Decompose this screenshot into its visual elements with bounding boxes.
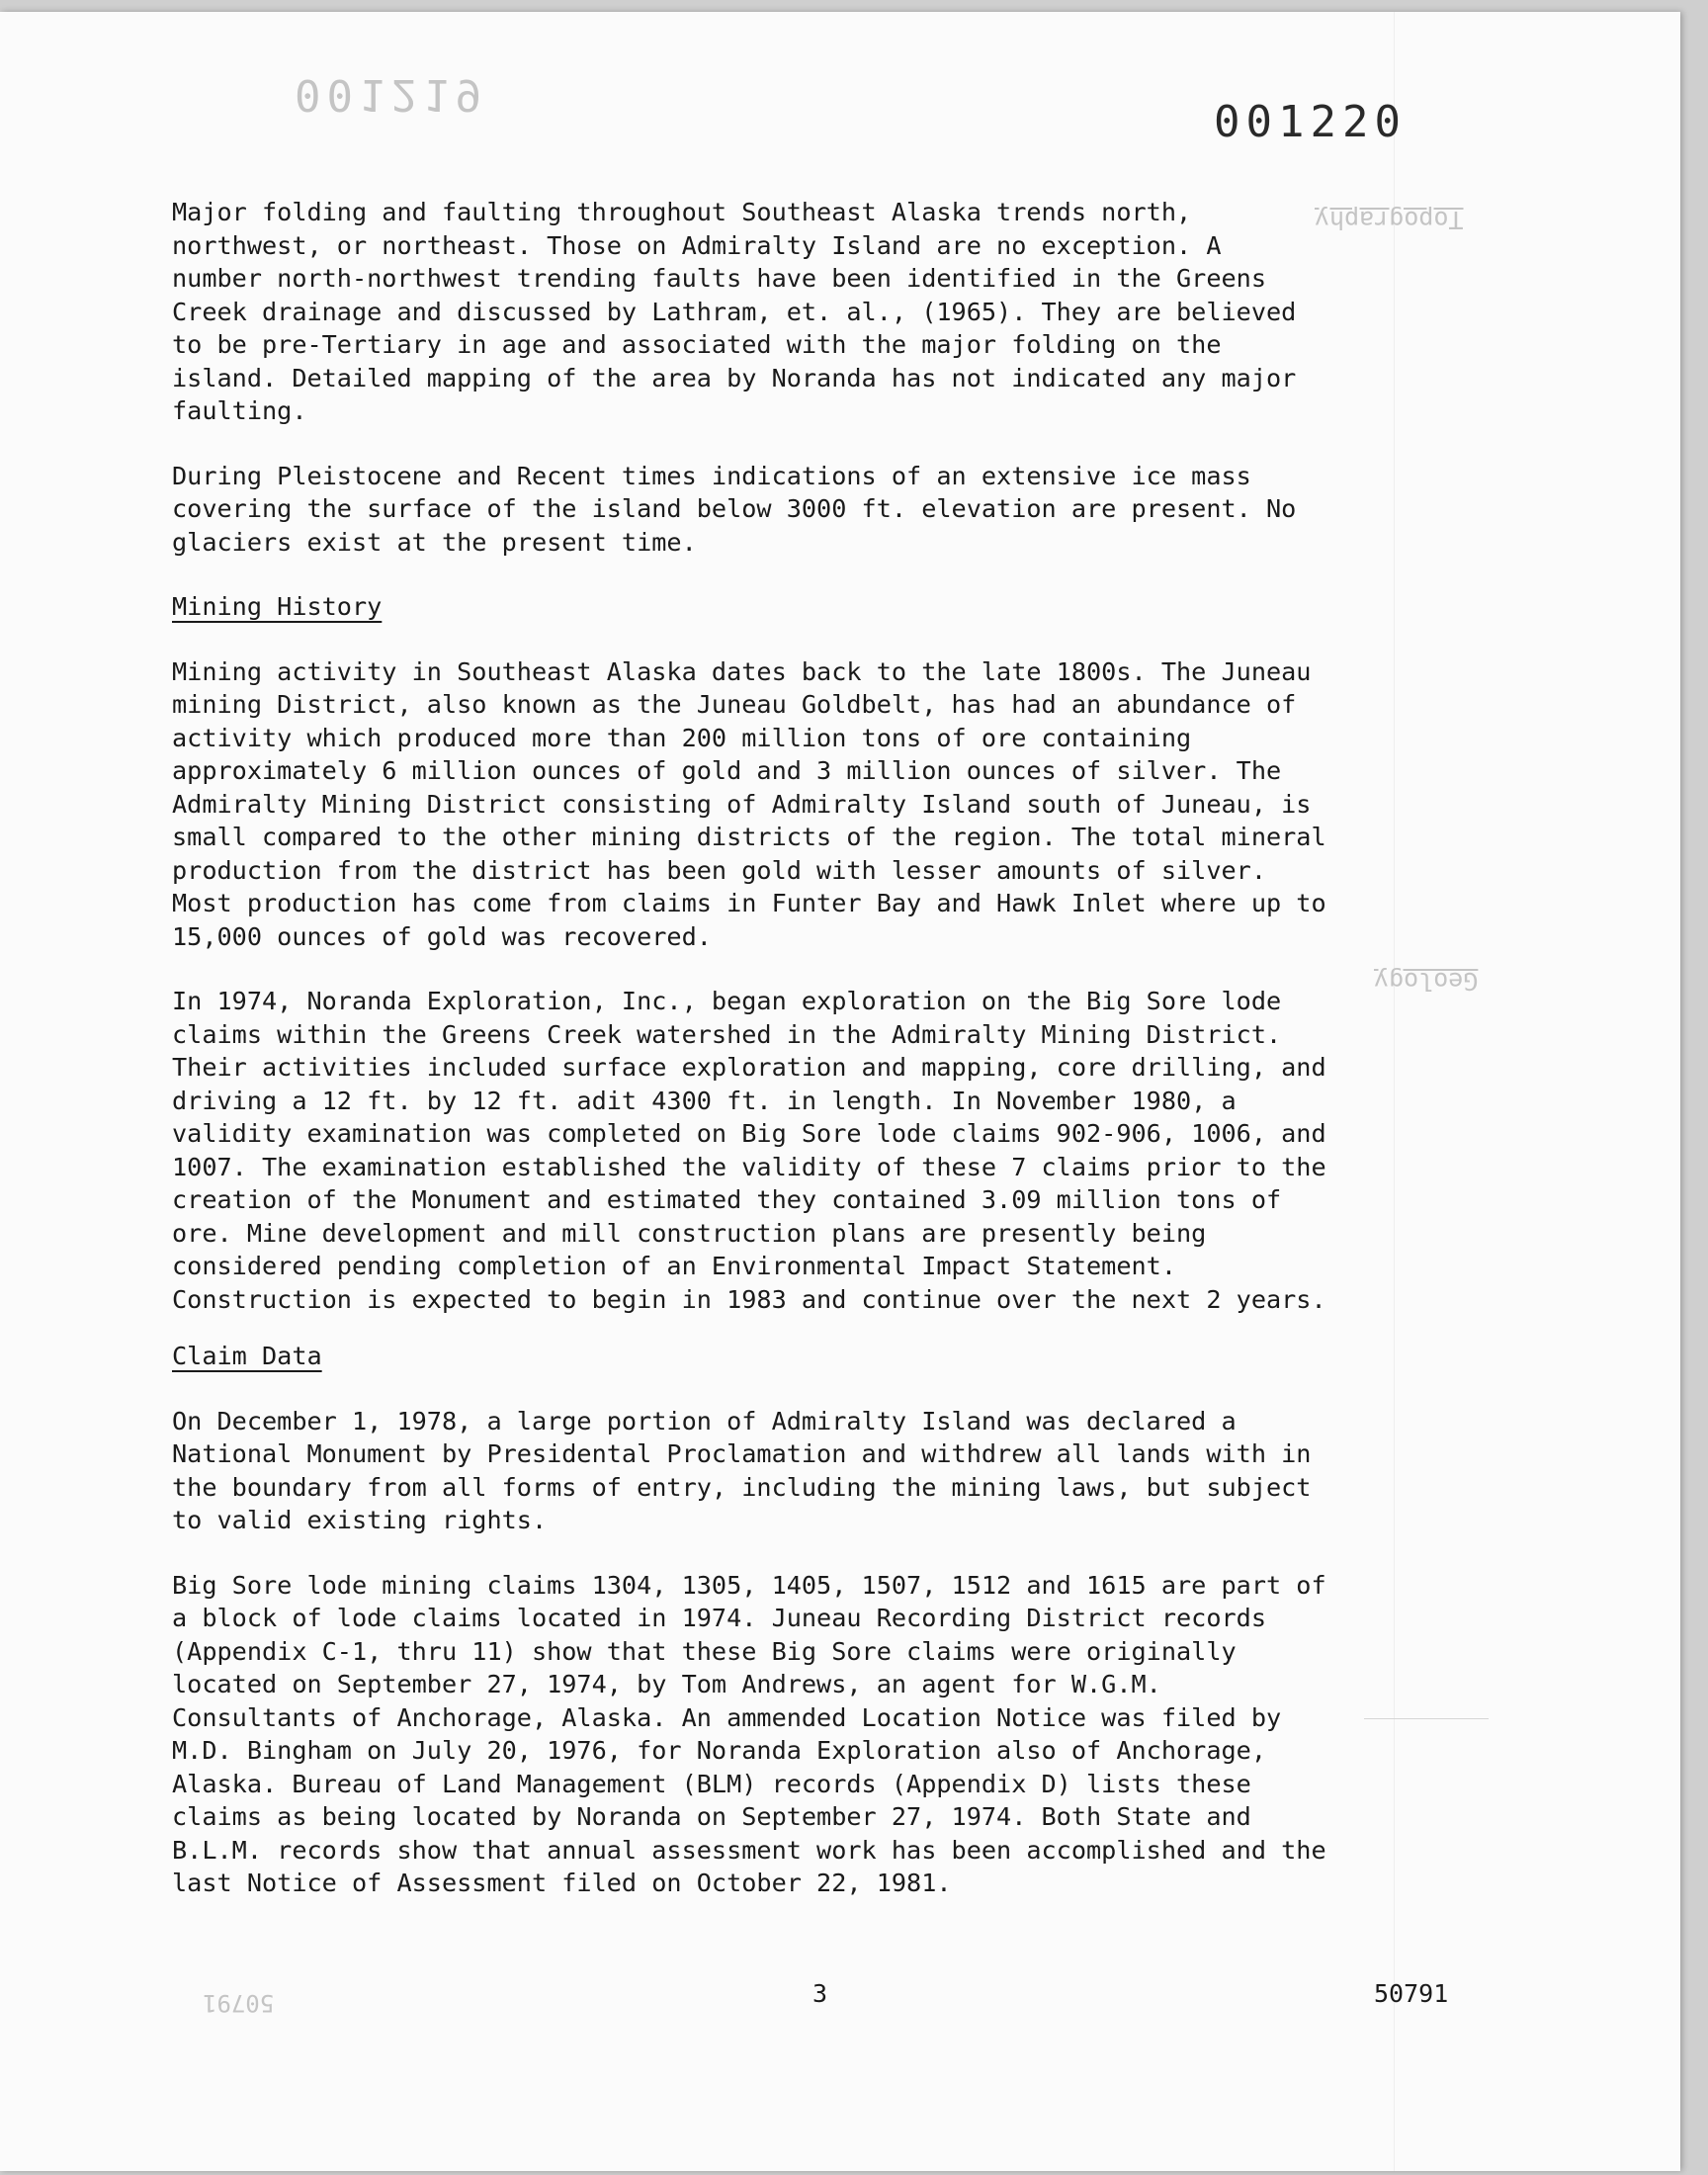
paragraph-big-sore-claims: Big Sore lode mining claims 1304, 1305, 1405, 1507, 1512 and 1615 are part of a block of lode claims located in 1974. Juneau Recording District records (Appendix C-1, thru 11) show that these Big Sore claims were originally located on September 27, 1974, by Tom Andrews, an agent for W.G.M. Consultants of Anchorage, Alaska. An ammended Location Notice was filed by M.D. Bingham on July 20, 1976, for Noranda Exploration also of Anchorage, Alaska. Bureau of Land Management (BLM) records (Appendix D) lists these claims as being located by Noranda on September 27, 1974. Both State and B.L.M. records show that annual assessment work has been accomplished and the last Notice of Assessment filed on October 22, 1981.: [172, 1570, 1326, 1897]
heading-mining-history: Mining History: [172, 592, 383, 621]
footer-page-number: 3: [812, 1979, 828, 2008]
bleed-through-heading-geology: Geology: [1374, 967, 1479, 996]
paragraph-faulting: Major folding and faulting throughout Southeast Alaska trends north, northwest, or northeast. Those on Admiralty Island are no exception. A number north-northwest trending faults have been identified in the Greens Creek drainage and discussed by Lathram, et. al., (1965). They are believed to be pre-Tertiary in age and associated with the major folding on the island. Detailed mapping of the area by Noranda has not indicated any major faulting.: [172, 198, 1297, 425]
faded-stamp-number: 001219: [295, 69, 487, 120]
document-page: [0, 12, 1680, 2171]
bleed-through-heading-topography: Topography: [1315, 206, 1464, 234]
paragraph-glaciation: During Pleistocene and Recent times indications of an extensive ice mass covering the surface of the island below 3000 ft. elevation are present. No glaciers exist at the present time.: [172, 461, 1297, 557]
heading-claim-data: Claim Data: [172, 1342, 322, 1370]
bleed-through-footer-id: 50791: [203, 1989, 275, 2017]
paragraph-mining-activity: Mining activity in Southeast Alaska dates back to the late 1800s. The Juneau mining District, also known as the Juneau Goldbelt, has had an abundance of activity which produced more than 200 million tons of ore containing approximately 6 million ounces of gold and 3 million ounces of silver. The Admiralty Mining District consisting of Admiralty Island south of Juneau, is small compared to the other mining districts of the region. The total mineral production from the district has been gold with lesser amounts of silver. Most production has come from claims in Funter Bay and Hawk Inlet where up to 15,000 ounces of gold was recovered.: [172, 656, 1326, 951]
paragraph-national-monument: On December 1, 1978, a large portion of Admiralty Island was declared a National Monument by Presidental Proclamation and withdrew all lands with in the boundary from all forms of entry, including the mining laws, but subject to valid existing rights.: [172, 1406, 1312, 1534]
paragraph-noranda-exploration: In 1974, Noranda Exploration, Inc., began exploration on the Big Sore lode claims within the Greens Creek watershed in the Admiralty Mining District. Their activities included surface exploration and mapping, core drilling, and driving a 12 ft. by 12 ft. adit 4300 ft. in length. In November 1980, a validity examination was completed on Big Sore lode claims 902-906, 1006, and 1007. The examination established the validity of these 7 claims prior to the creation of the Monument and estimated they contained 3.09 million tons of ore. Mine development and mill construction plans are presently being considered pending completion of an Environmental Impact Statement. Construction is expected to begin in 1983 and continue over the next 2 years.: [172, 987, 1326, 1314]
body-text: [172, 196, 1487, 1932]
page-stamp-number: 001220: [1214, 97, 1407, 147]
footer-document-id: 50791: [1374, 1979, 1449, 2008]
